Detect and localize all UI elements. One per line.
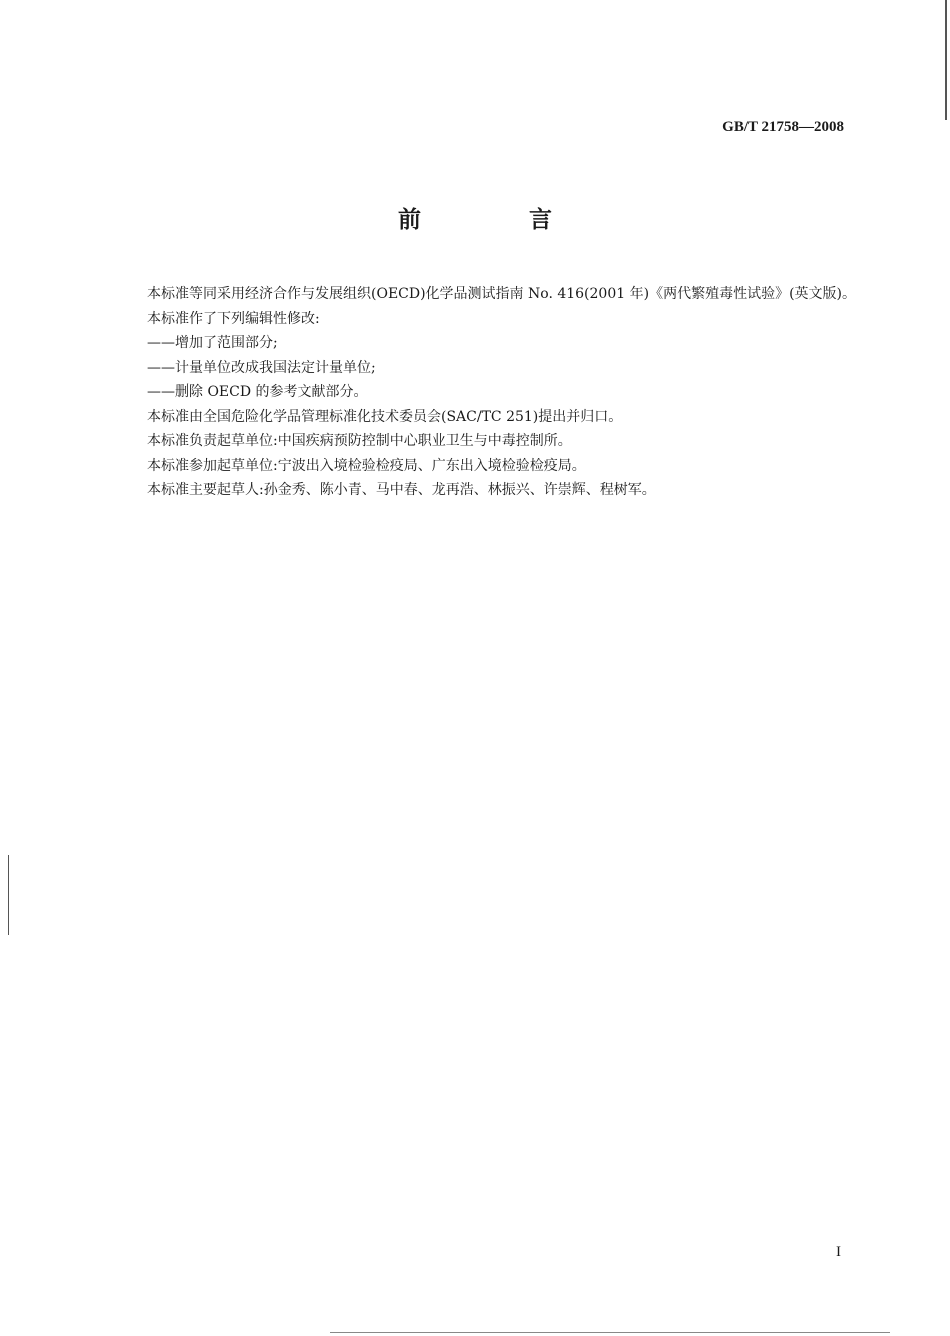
standard-code: GB/T 21758—2008 (722, 119, 844, 135)
scan-mark-left (8, 855, 9, 935)
paragraph-proposer: 本标准由全国危险化学品管理标准化技术委员会(SAC/TC 251)提出并归口。 (147, 408, 623, 425)
list-item-edit-scope: ——增加了范围部分; (147, 335, 278, 351)
paragraph-adoption: 本标准等同采用经济合作与发展组织(OECD)化学品测试指南 No. 416(2001 年)《两代繁殖毒性试验》(英文版)。 (147, 286, 856, 302)
page-number: I (836, 1244, 841, 1260)
scan-edge-right (945, 0, 947, 120)
paragraph-lead-drafter: 本标准负责起草单位:中国疾病预防控制中心职业卫生与中毒控制所。 (147, 433, 572, 449)
paragraph-participating-drafters: 本标准参加起草单位:宁波出入境检验检疫局、广东出入境检验检疫局。 (147, 457, 586, 474)
foreword-body (114, 282, 860, 503)
scan-edge-bottom (330, 1332, 890, 1333)
page-title: 前 言 (397, 207, 602, 233)
list-item-edit-units: ——计量单位改成我国法定计量单位; (147, 359, 376, 376)
paragraph-main-authors: 本标准主要起草人:孙金秀、陈小青、马中春、龙再浩、林振兴、许崇辉、程树军。 (147, 482, 656, 498)
paragraph-edits-intro: 本标准作了下列编辑性修改: (147, 310, 320, 327)
list-item-edit-references: ——删除 OECD 的参考文献部分。 (147, 384, 368, 400)
